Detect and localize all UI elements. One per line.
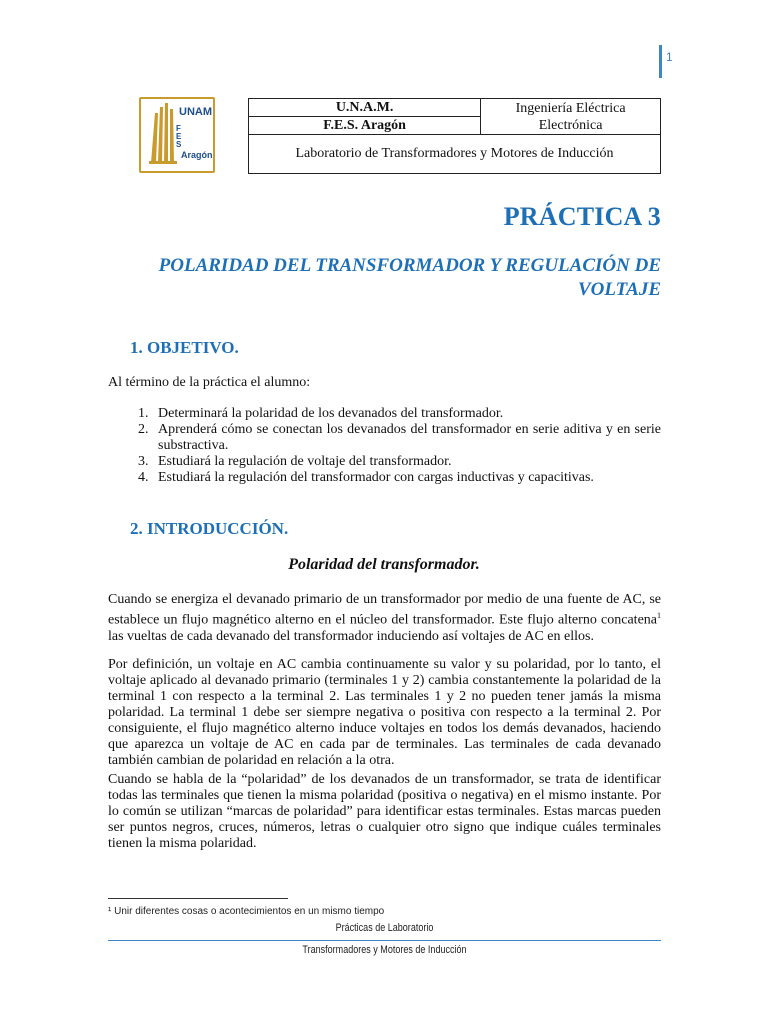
footer-divider (108, 940, 661, 941)
page-subtitle (108, 254, 661, 302)
objetivo-intro: Al término de la práctica el alumno: (108, 375, 311, 390)
subtitle-line2: VOLTAJE (577, 279, 661, 300)
list-item: 2. Aprenderá cómo se conectan los devanados del transformador en serie aditiva y en serie substractiva. (152, 422, 661, 454)
logo-aragon-text: Aragón (181, 150, 213, 160)
intro-paragraph-2: Por definición, un voltaje en AC cambia continuamente su valor y su polaridad, por lo tanto, el voltaje aplicado al devanado primario (terminales 1 y 2) cambia constantemente la polaridad de la terminal 1 con respecto a la terminal 2. Las terminales 1 y 2 no pueden tener jamás la misma polaridad. La terminal 1 debe ser siempre negativa o positiva con respecto a la terminal 2. Por consiguiente, el flujo magnético alterno induce voltajes en todos los demás devanados, haciendo que aparezca un voltaje de AC en cada par de terminales. Las terminales de cada devanado también cambian de polaridad en relación a la otra. (108, 657, 661, 768)
unam-fes-aragon-logo (139, 97, 215, 173)
page-number: 1 (666, 50, 673, 64)
intro-paragraph-1 (108, 592, 661, 645)
list-item: 1. Determinará la polaridad de los devanados del transformador. (152, 406, 661, 422)
polaridad-subheading: Polaridad del transformador. (288, 556, 480, 573)
footer-line-1: Prácticas de Laboratorio (335, 922, 434, 934)
career-cell (481, 99, 661, 135)
section-objetivo-heading: 1. OBJETIVO. (130, 338, 239, 357)
footnote-ref: 1 (657, 611, 661, 620)
logo-fes-text: FES (176, 124, 182, 149)
institution-cell: U.N.A.M. (249, 99, 481, 117)
paragraph-1-text: Cuando se energiza el devanado primario de un transformador por medio de una fuente de AC, se establece un flujo magnético alterno en el núcleo del transformador. Este flujo alterno concatena (108, 592, 661, 628)
page-title: PRÁCTICA 3 (503, 202, 661, 231)
list-item: 4. Estudiará la regulación del transformador con cargas inductivas y capacitivas. (152, 470, 661, 486)
header-table (248, 98, 661, 174)
section-introduccion-heading: 2. INTRODUCCIÓN. (130, 519, 289, 538)
lab-cell: Laboratorio de Transformadores y Motores de Inducción (249, 135, 661, 174)
footer-line-2: Transformadores y Motores de Inducción (302, 944, 467, 956)
subtitle-line1: POLARIDAD DEL TRANSFORMADOR Y REGULACIÓN DE (158, 255, 661, 276)
logo-unam-text: UNAM (179, 106, 212, 118)
career-line2: Electrónica (538, 117, 603, 133)
intro-paragraph-3: Cuando se habla de la “polaridad” de los devanados de un transformador, se trata de identificar todas las terminales que tienen la misma polaridad (positiva o negativa) en el mismo instante. Por lo común se utilizan “marcas de polaridad” para identificar estas terminales. Estas marcas pueden ser puntos negros, cruces, números, letras o cualquier otro signo que indique cuáles terminales tienen la misma polaridad. (108, 772, 661, 851)
paragraph-1-text-end: las vueltas de cada devanado del transformador induciendo así voltajes de AC en ellos. (108, 628, 594, 644)
campus-cell: F.E.S. Aragón (249, 117, 481, 135)
page-number-bar (659, 45, 662, 78)
footnote-divider (108, 898, 288, 899)
footnote: ¹ Unir diferentes cosas o acontecimientos en un mismo tiempo (108, 906, 385, 917)
list-item: 3. Estudiará la regulación de voltaje del transformador. (152, 454, 661, 470)
objetivo-list (108, 406, 661, 486)
career-line1: Ingeniería Eléctrica (515, 100, 626, 116)
